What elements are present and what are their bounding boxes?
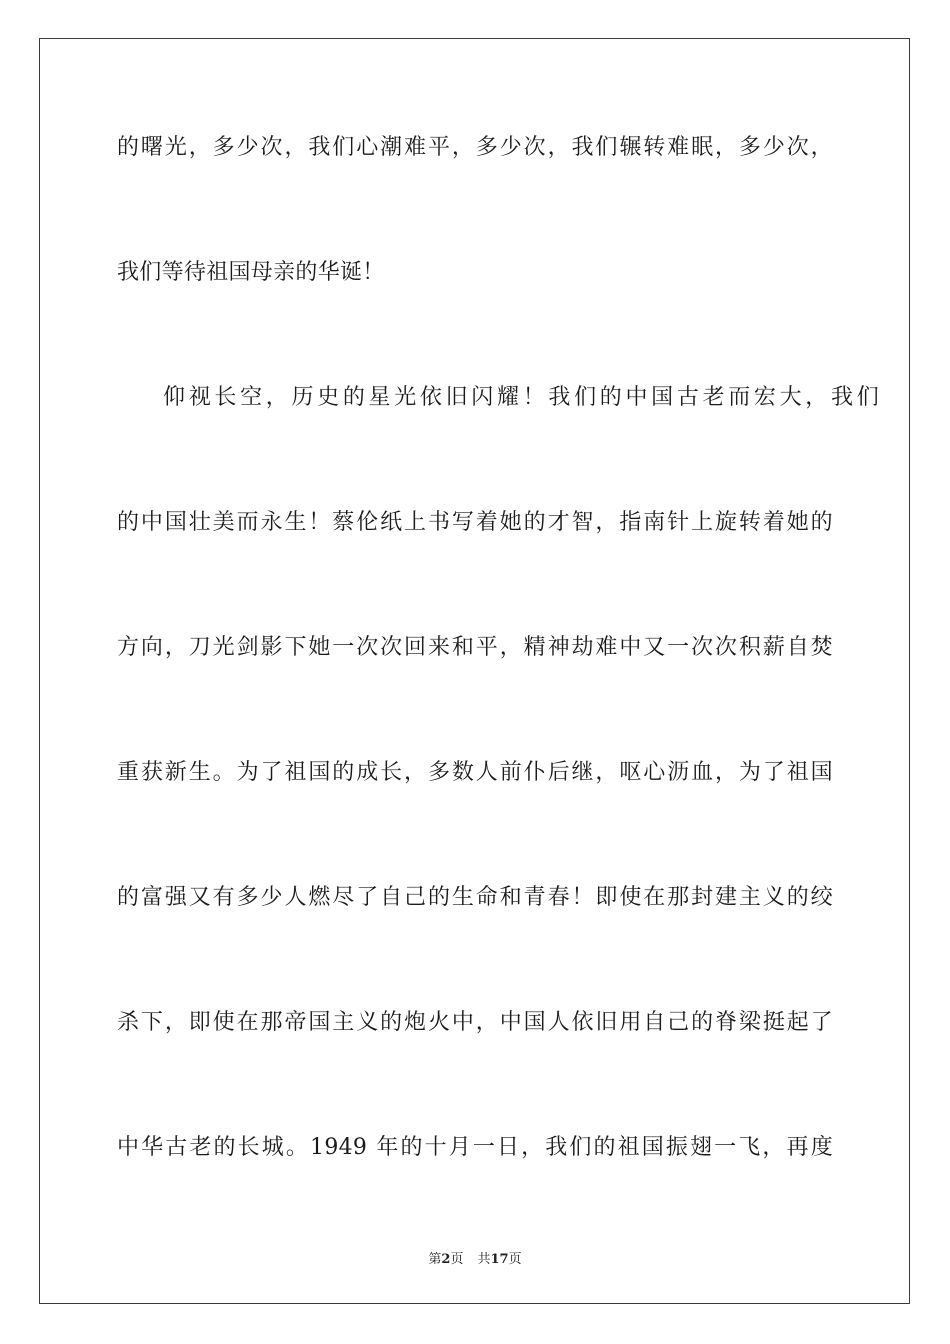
total-pages: 17 (490, 1252, 509, 1267)
text-line-6: 重获新生。为了祖国的成长，多数人前仆后继，呕心沥血，为了祖国 (117, 760, 833, 785)
text-line-9: 中华古老的长城。1949 年的十月一日，我们的祖国振翅一飞，再度 (117, 1135, 833, 1160)
text-line-8: 杀下，即使在那帝国主义的炮火中，中国人依旧用自己的脊梁挺起了 (117, 1010, 833, 1035)
text-line-3: 仰视长空，历史的星光依旧闪耀！我们的中国古老而宏大，我们 (163, 385, 879, 410)
text-line-7: 的富强又有多少人燃尽了自己的生命和青春！即使在那封建主义的绞 (117, 885, 833, 910)
page-prefix: 第 (428, 1252, 442, 1267)
page-footer (0, 1248, 950, 1267)
text-line-1: 的曙光，多少次，我们心潮难平，多少次，我们辗转难眠，多少次， (117, 135, 833, 160)
total-prefix: 共 (477, 1252, 491, 1267)
total-suffix: 页 (508, 1252, 522, 1267)
page-number: 2 (441, 1252, 451, 1267)
text-line-4: 的中国壮美而永生！蔡伦纸上书写着她的才智，指南针上旋转着她的 (117, 510, 833, 535)
page-border (39, 38, 910, 1304)
page-suffix: 页 (450, 1252, 464, 1267)
text-line-5: 方向，刀光剑影下她一次次回来和平，精神劫难中又一次次积薪自焚 (117, 635, 833, 660)
text-line-2: 我们等待祖国母亲的华诞！ (117, 260, 385, 285)
